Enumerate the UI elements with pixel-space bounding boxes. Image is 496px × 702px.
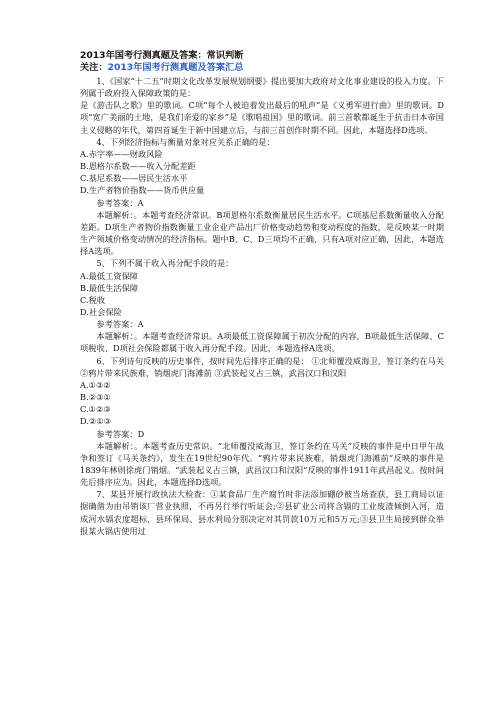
q6-answer: 参考答案：D: [96, 428, 145, 439]
q5-option-d: D.社会保险: [80, 306, 122, 317]
q4-option-c: C.基尼系数——居民生活水平: [80, 173, 188, 184]
q6-option-d: D.②①③: [80, 416, 112, 427]
q4-analysis: 本题解析：。本题考查经济常识。B项恩格尔系数衡量居民生活水平。C项基尼系数衡量收入分配差距。D项生产者物价指数衡量工业企业产品出厂价格变动趋势和变动程度的指数，是反映某一时期生产领域价格变动情况的经济指标。题中B、C、D三项均不正确，只有A项对应正确，因此，本题选择A选项。: [80, 209, 444, 257]
q4-option-b: B.恩格尔系数——收入分配差距: [80, 161, 196, 172]
related-line: [80, 62, 444, 74]
q6-analysis: 本题解析：。本题考查历史常识。“北师覆没威海卫，签订条约在马关”反映的事件是中日甲午战争和签订《马关条约》，发生在19世纪90年代。“鸦片带来民族难，销烟虎门海滩前”反映的事件是1839年林则徐虎门销烟。“武装起义占三镇，武昌汉口和汉阳”反映的事件1911年武昌起义。按时间先后排序应为。因此，本题选择D选项。: [80, 440, 444, 488]
q5-analysis: 本题解析：。本题考查经济常识。A项最低工资保障属于初次分配的内容，B项最低生活保障、C项税收、D项社会保险都属于收入再分配手段。因此，本题选择A选项。: [80, 331, 444, 354]
question-5-stem: 5、下列不属于收入再分配手段的是：: [96, 258, 234, 269]
q6-option-a: A.①③②: [80, 379, 111, 390]
q6-option-c: C.①②③: [80, 404, 111, 415]
q5-option-b: B.最低生活保障: [80, 282, 139, 293]
q6-option-b: B.②③①: [80, 392, 111, 403]
q5-option-c: C.税收: [80, 294, 106, 305]
related-label: 关注：: [80, 62, 108, 73]
page-title: 2013年国考行测真题及答案：常识判断: [80, 50, 244, 61]
q5-answer: 参考答案：A: [96, 319, 144, 330]
q4-answer: 参考答案：A: [96, 197, 144, 208]
question-7-stem: 7、某县开展行政执法大检查：①某食品厂生产腐竹时非法添加硼砂被当场查获，县工商局以证据确凿为由吊销该厂营业执照，不再另行举行听证会;②县矿业公司将含镉的工业废渣倾倒入河，造成河水镉农度超标，县环保局、县水利局分别决定对其罚款10万元和5万元;③县卫生局接到群众举报某火锅店使用过: [80, 489, 444, 536]
document-body: [80, 75, 444, 537]
question-1-stem: 1、《国家“十二五”时期文化改革发展规划纲要》提出要加大政府对文化事业建设的投入力度。下列属于政府投入保障政策的是：: [80, 76, 444, 99]
question-6-stem: 6、下列诗句反映的历史事件，按时间先后排序正确的是： ①北师覆没威海卫，签订条约在马关 ②鸦片带来民族难，销烟虎门海滩前 ③武装起义占三镇，武昌汉口和汉阳: [80, 355, 444, 378]
question-3-analysis: 是《游击队之歌》里的歌词。C项“每个人被迫着发出最后的吼声”是《义勇军进行曲》里的歌词。D项“宽广美丽的土地，是我们亲爱的家乡”是《歌唱祖国》里的歌词。前三首歌都诞生于抗击日本帝国主义侵略的年代，第四首诞生于新中国建立后，与前三首创作时期不同。因此，本题选择D选项。: [80, 100, 444, 135]
q4-option-d: D.生产者物价指数——货币供应量: [80, 185, 205, 196]
q4-option-a: A.赤字率——财政风险: [80, 148, 163, 159]
q5-option-a: A.最低工资保障: [80, 270, 139, 281]
related-link[interactable]: 2013年国考行测真题及答案汇总: [107, 62, 244, 73]
question-4-stem: 4、下列经济指标与衡量对象对应关系正确的是：: [96, 136, 275, 147]
